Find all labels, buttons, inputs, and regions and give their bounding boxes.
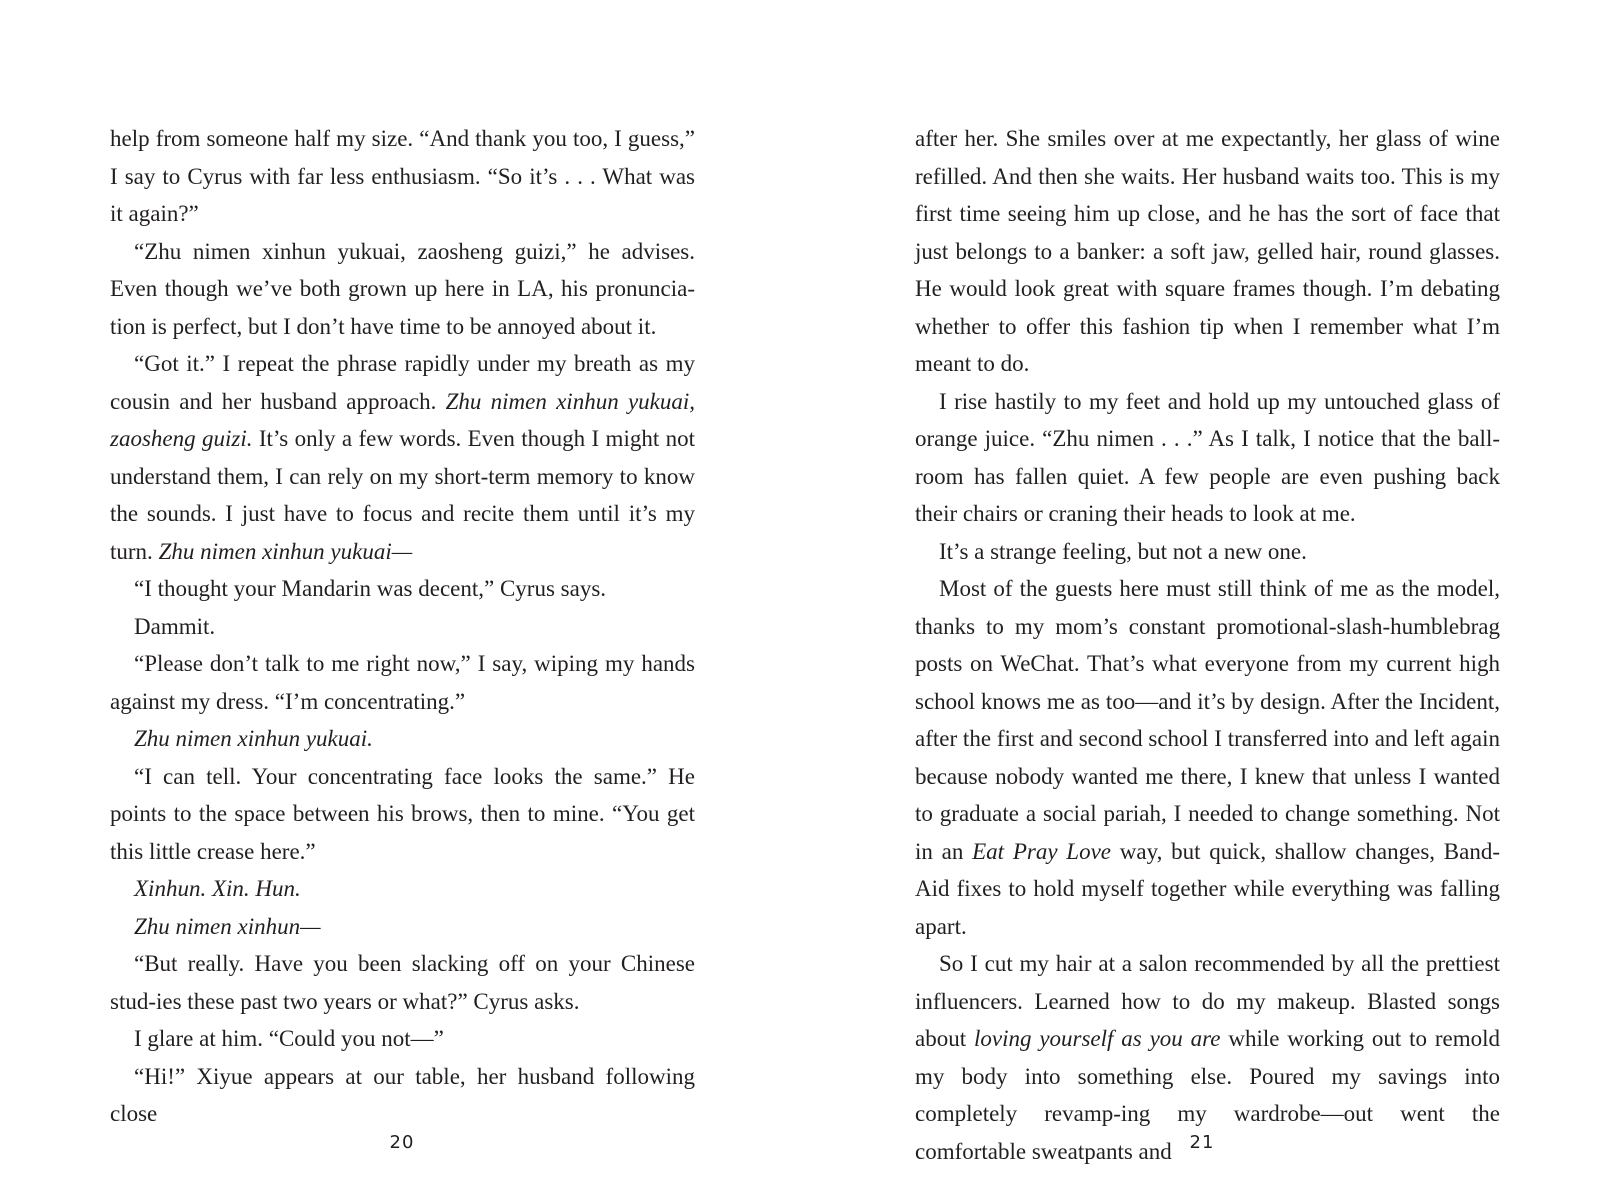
text-run: “Zhu nimen xinhun yukuai, zaosheng guizi,” he advises. Even though we’ve both grown up here in LA, his pronuncia-tion is perfect, but I don’t have time to be annoyed about it. bbox=[110, 238, 695, 339]
text-run: Most of the guests here must still think of me as the model, thanks to my mom’s constant promotional-slash-humblebrag posts on WeChat. That’s what everyone from my current high school knows me as too—and it’s by design. After the Incident, after the first and second school I transferred into and left again because nobody wanted me there, I knew that unless I wanted to graduate a social pariah, I needed to change something. Not in an bbox=[915, 576, 1500, 864]
left-page-text bbox=[110, 120, 695, 1133]
paragraph bbox=[915, 533, 1500, 571]
paragraph bbox=[110, 758, 695, 871]
italic-text: Zhu nimen xinhun yukuai— bbox=[158, 538, 413, 564]
page-number-right: 21 bbox=[1189, 1132, 1215, 1153]
text-run: way, but quick, shallow changes, Band-Aid fixes to hold myself together while everything was falling apart. bbox=[915, 838, 1500, 939]
italic-text: Zhu nimen xinhun— bbox=[134, 913, 321, 939]
right-page-text bbox=[915, 120, 1500, 1170]
text-run: “I can tell. Your concentrating face looks the same.” He points to the space between his brows, then to mine. “You get this little crease here.” bbox=[110, 763, 695, 864]
text-run: It’s only a few words. Even though I might not understand them, I can rely on my short-term memory to know the sounds. I just have to focus and recite them until it’s my turn. bbox=[110, 426, 695, 564]
italic-text: Eat Pray Love bbox=[972, 838, 1112, 864]
italic-text: Zhu nimen xinhun yukuai, zaosheng guizi. bbox=[110, 388, 696, 451]
paragraph bbox=[110, 1020, 695, 1058]
text-run: It’s a strange feeling, but not a new one. bbox=[939, 538, 1307, 564]
text-run: Dammit. bbox=[134, 613, 216, 639]
paragraph bbox=[110, 945, 695, 1020]
paragraph bbox=[915, 383, 1500, 533]
paragraph bbox=[110, 1058, 695, 1133]
text-run: “Got it.” I repeat the phrase rapidly under my breath as my cousin and her husband approach. bbox=[110, 351, 695, 414]
paragraph bbox=[110, 345, 695, 570]
paragraph bbox=[110, 570, 695, 608]
text-run: “But really. Have you been slacking off on your Chinese stud-ies these past two years or what?” Cyrus asks. bbox=[110, 951, 695, 1014]
page-number-left: 20 bbox=[389, 1132, 415, 1153]
paragraph bbox=[110, 608, 695, 646]
paragraph bbox=[110, 908, 695, 946]
text-run: I rise hastily to my feet and hold up my untouched glass of orange juice. “Zhu nimen . . .” As I talk, I notice that the ball-room has fallen quiet. A few people are even pushing back their chairs or craning their heads to look at me. bbox=[915, 388, 1500, 526]
paragraph bbox=[110, 120, 695, 233]
paragraph bbox=[110, 645, 695, 720]
right-page bbox=[800, 0, 1600, 1200]
italic-text: Zhu nimen xinhun yukuai. bbox=[134, 726, 373, 751]
text-run: “I thought your Mandarin was decent,” Cyrus says. bbox=[134, 576, 607, 601]
paragraph bbox=[915, 570, 1500, 945]
paragraph bbox=[915, 120, 1500, 383]
paragraph bbox=[110, 870, 695, 908]
text-run: after her. She smiles over at me expectantly, her glass of wine refilled. And then she waits. Her husband waits too. This is my first time seeing him up close, and he has the sort of face that just belongs to a banker: a soft jaw, gelled hair, round glasses. He would look great with square frames though. I’m debating whether to offer this fashion tip when I remember what I’m meant to do. bbox=[915, 126, 1500, 376]
paragraph bbox=[110, 233, 695, 346]
text-run: help from someone half my size. “And thank you too, I guess,” I say to Cyrus with far less enthusiasm. “So it’s . . . What was it again?” bbox=[110, 126, 695, 226]
text-run: I glare at him. “Could you not—” bbox=[134, 1026, 444, 1051]
text-run: “Please don’t talk to me right now,” I say, wiping my hands against my dress. “I’m concentrating.” bbox=[110, 651, 695, 714]
italic-text: loving yourself as you are bbox=[973, 1026, 1221, 1051]
text-run: “Hi!” Xiyue appears at our table, her husband following close bbox=[110, 1063, 695, 1126]
text-run: while working out to remold my body into something else. Poured my savings into completely revamp-ing my wardrobe—out went the comfortable sweatpants and bbox=[915, 1026, 1500, 1164]
paragraph bbox=[110, 720, 695, 758]
italic-text: Xinhun. Xin. Hun. bbox=[134, 876, 301, 901]
text-run: So I cut my hair at a salon recommended by all the prettiest influencers. Learned how to do my makeup. Blasted songs about bbox=[915, 951, 1500, 1051]
